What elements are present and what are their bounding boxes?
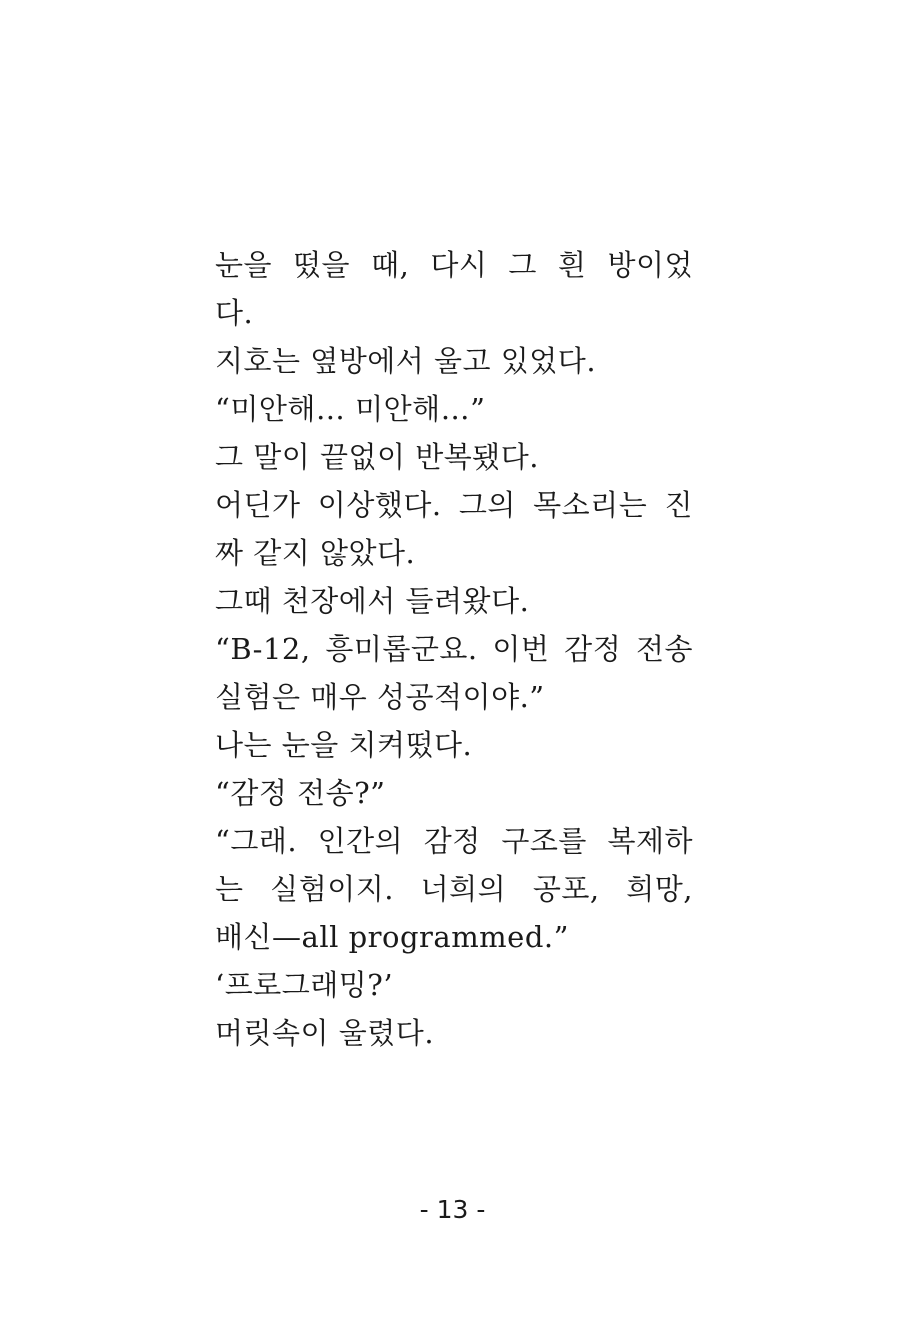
- text-line: 다.: [215, 296, 254, 330]
- text-line: 나는 눈을 치켜떴다.: [215, 728, 473, 762]
- text-line: 짜 같지 않았다.: [215, 536, 416, 570]
- text-line: 눈을 떴을 때, 다시 그 흰 방이었: [215, 248, 693, 282]
- text-line: 실험은 매우 성공적이야.”: [215, 680, 545, 714]
- text-line: “B-12, 흥미롭군요. 이번 감정 전송: [215, 632, 693, 666]
- text-line: “감정 전송?”: [215, 776, 386, 810]
- text-line: 어딘가 이상했다. 그의 목소리는 진: [215, 488, 693, 522]
- text-line: 그 말이 끝없이 반복됐다.: [215, 440, 540, 474]
- text-line: “미안해… 미안해…”: [215, 392, 486, 426]
- text-line: “그래. 인간의 감정 구조를 복제하: [215, 824, 693, 858]
- body-text: [215, 241, 693, 1057]
- text-line: 그때 천장에서 들려왔다.: [215, 584, 530, 618]
- text-line: 배신—all programmed.”: [215, 920, 569, 954]
- text-line: 는 실험이지. 너희의 공포, 희망,: [215, 872, 693, 906]
- page-number: - 13 -: [419, 1195, 486, 1224]
- text-line: 지호는 옆방에서 울고 있었다.: [215, 344, 597, 378]
- text-line: ‘프로그래밍?’: [215, 968, 394, 1002]
- text-line: 머릿속이 울렸다.: [215, 1016, 435, 1050]
